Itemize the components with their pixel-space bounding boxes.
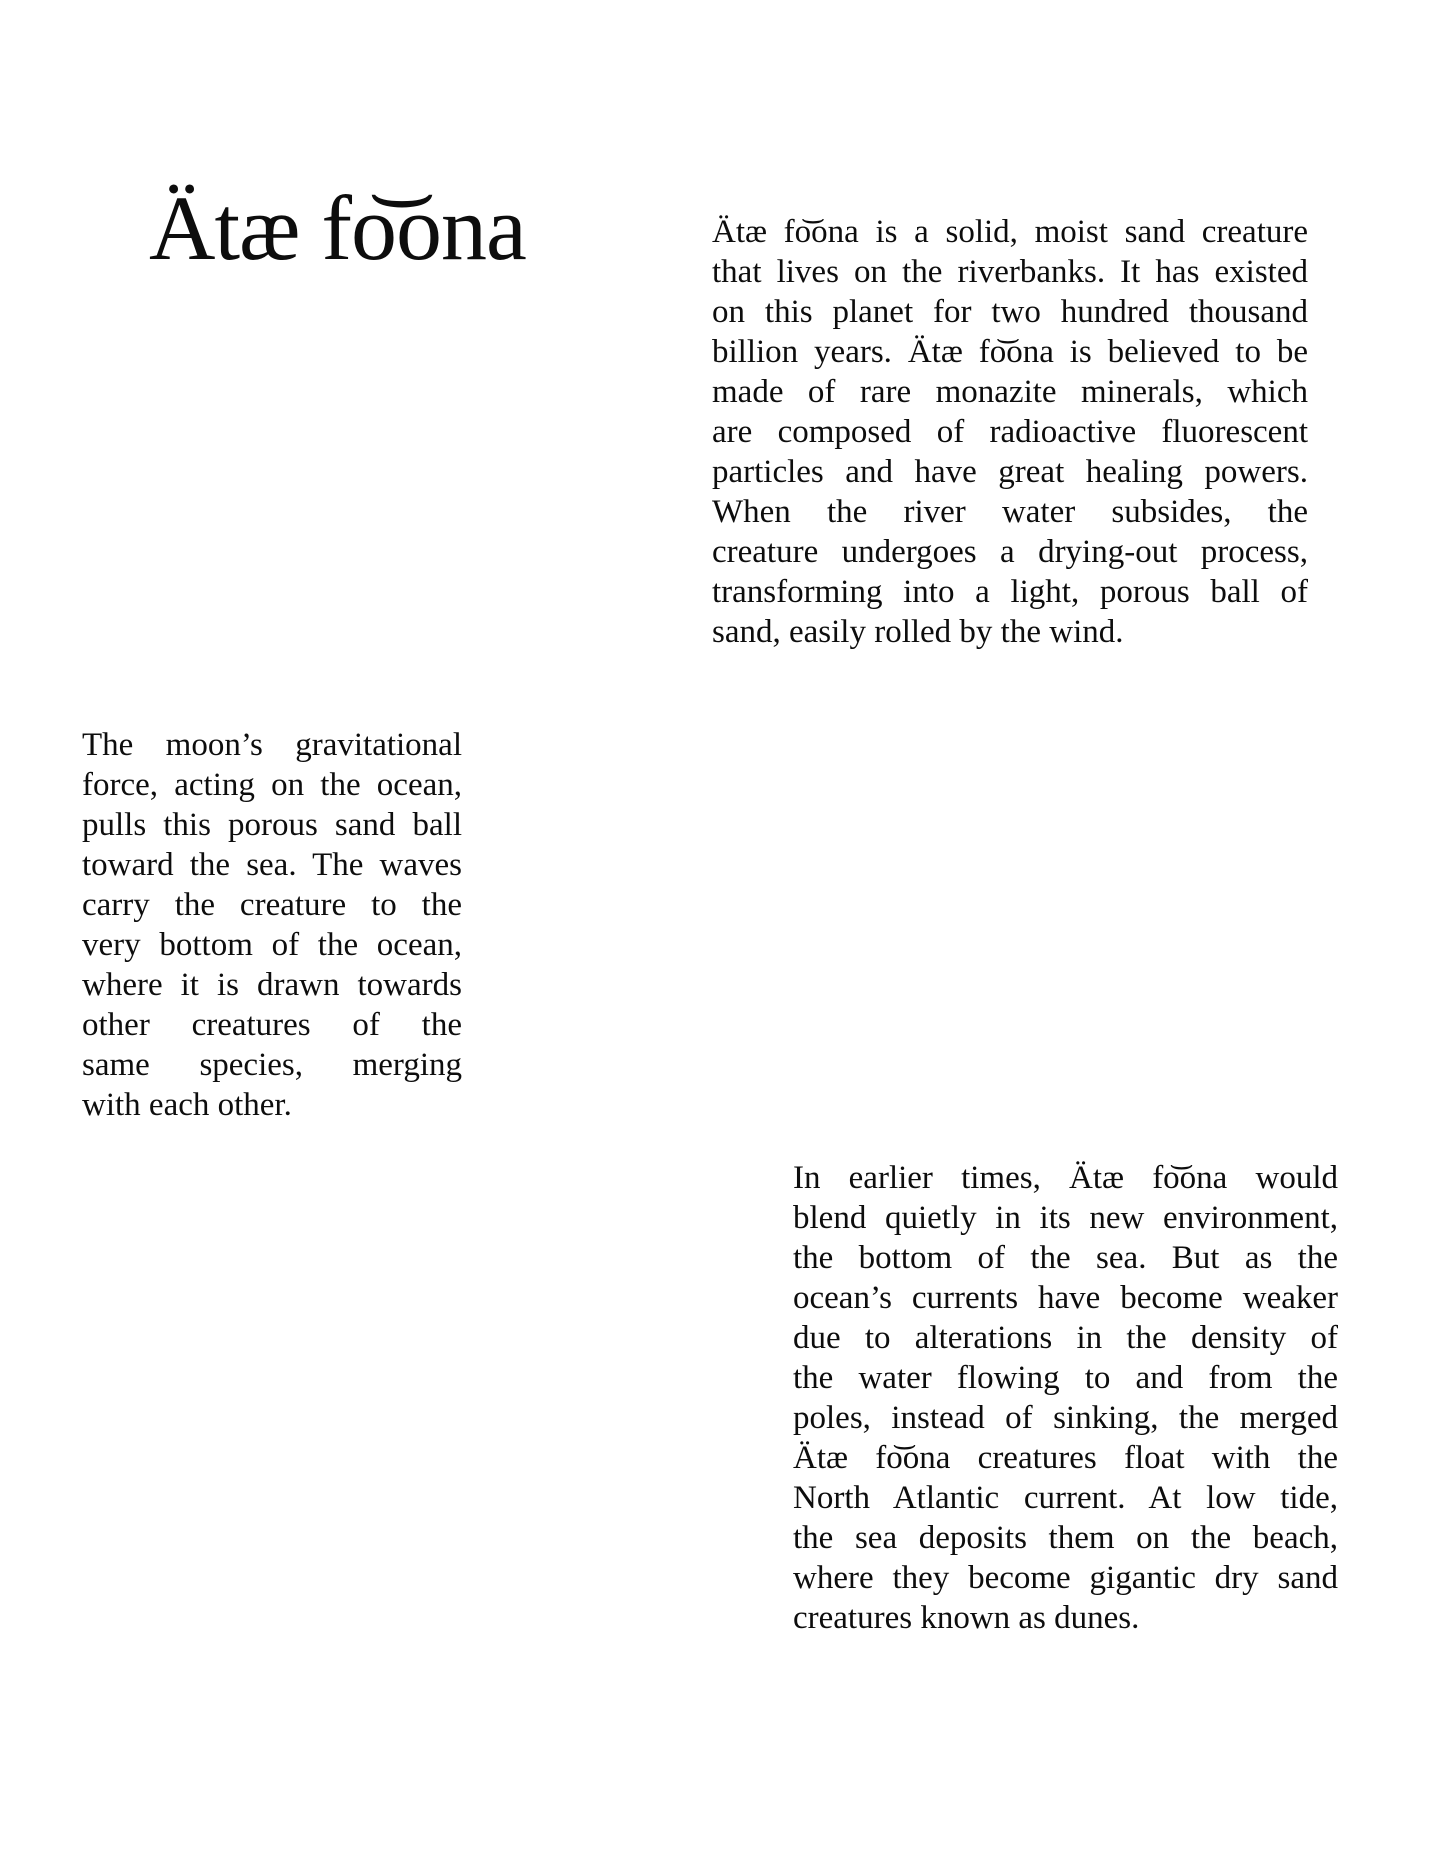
text-line: pulls this porous sand ball [82,807,462,843]
text-line: blend quietly in its new environment, [793,1200,1338,1236]
text-line: North Atlantic current. At low tide, [793,1480,1338,1516]
text-line: other creatures of the [82,1007,462,1043]
text-line: The moon’s gravitational [82,727,462,763]
text-line: toward the sea. The waves [82,847,462,883]
text-line: due to alterations in the density of [793,1320,1338,1356]
text-line: the sea deposits them on the beach, [793,1520,1338,1556]
text-line: the water flowing to and from the [793,1360,1338,1396]
text-line: force, acting on the ocean, [82,767,462,803]
text-line: sand, easily rolled by the wind. [712,614,1124,650]
text-line: transforming into a light, porous ball of [712,574,1308,610]
paragraph-earlier-times [793,1158,1338,1638]
text-line: are composed of radioactive fluorescent [712,414,1308,450]
text-line: creature undergoes a drying-out process, [712,534,1308,570]
text-line: on this planet for two hundred thousand [712,294,1308,330]
text-line: where it is drawn towards [82,967,462,1003]
text-line: where they become gigantic dry sand [793,1560,1338,1596]
text-line: Ätæ fo͝ona is a solid, moist sand creature [712,214,1308,250]
text-line: with each other. [82,1087,292,1123]
text-line: the bottom of the sea. But as the [793,1240,1338,1276]
text-line: particles and have great healing powers. [712,454,1308,490]
text-line: carry the creature to the [82,887,462,923]
text-line: poles, instead of sinking, the merged [793,1400,1338,1436]
text-line: made of rare monazite minerals, which [712,374,1308,410]
text-line: ocean’s currents have become weaker [793,1280,1338,1316]
page-title: Ätæ fo͝ona [149,177,526,279]
paragraph-moon-gravity [82,725,462,1125]
text-line: that lives on the riverbanks. It has existed [712,254,1308,290]
text-line: Ätæ fo͝ona creatures float with the [793,1440,1338,1476]
text-line: billion years. Ätæ fo͝ona is believed to be [712,334,1308,370]
text-line: same species, merging [82,1047,462,1083]
paragraph-creature-description [712,212,1308,652]
text-line: very bottom of the ocean, [82,927,462,963]
text-line: creatures known as dunes. [793,1600,1140,1636]
text-line: In earlier times, Ätæ fo͝ona would [793,1160,1338,1196]
text-line: When the river water subsides, the [712,494,1308,530]
